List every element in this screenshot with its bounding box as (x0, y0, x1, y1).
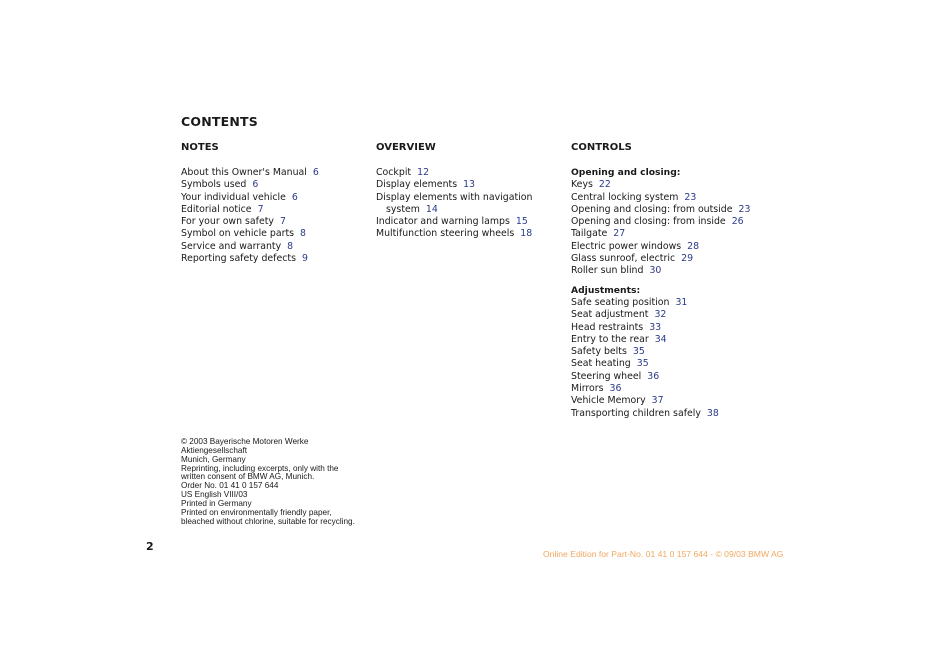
toc-entry-label: Multifunction steering wheels (376, 228, 515, 240)
toc-page-number[interactable]: 22 (598, 179, 611, 191)
imprint (181, 438, 441, 526)
imprint-line: Printed on environmentally friendly paper, (181, 507, 332, 517)
toc-entry-label: About this Owner's Manual (181, 167, 307, 178)
toc-entry-label: Seat adjustment (571, 309, 649, 321)
toc-entry[interactable] (571, 395, 791, 407)
toc-entry[interactable] (571, 383, 791, 395)
toc-entry[interactable] (181, 228, 371, 240)
toc-entry[interactable] (571, 216, 791, 228)
imprint-line: Munich, Germany (181, 454, 246, 464)
toc-entry-label: Opening and closing: from outside (571, 203, 733, 215)
toc-entry[interactable] (571, 297, 791, 309)
toc-page-number[interactable]: 14 (425, 203, 438, 215)
toc-page-number[interactable]: 12 (417, 167, 430, 178)
notes-list (181, 167, 371, 265)
toc-entry-label: Editorial notice (181, 203, 252, 215)
toc-entry[interactable] (571, 346, 791, 358)
toc-page-number[interactable]: 18 (520, 228, 533, 240)
adjustments-list (571, 297, 791, 420)
toc-entry-label: Vehicle Memory (571, 395, 646, 407)
toc-entry-label: Seat heating (571, 358, 631, 370)
toc-page-number[interactable]: 36 (647, 370, 660, 382)
toc-page-number[interactable]: 15 (515, 216, 528, 228)
toc-entry-label: Your individual vehicle (181, 191, 286, 203)
toc-entry[interactable] (571, 253, 791, 265)
toc-entry[interactable] (571, 371, 791, 383)
toc-entry[interactable] (181, 167, 371, 179)
page-title: CONTENTS (181, 114, 258, 129)
imprint-line: © 2003 Bayerische Motoren Werke (181, 437, 309, 446)
toc-page-number[interactable]: 32 (654, 309, 667, 321)
toc-entry[interactable] (571, 408, 791, 420)
toc-entry-label: Transporting children safely (571, 407, 701, 419)
toc-entry-label: Steering wheel (571, 370, 642, 382)
toc-page-number[interactable]: 38 (706, 407, 719, 419)
controls-heading: CONTROLS (571, 142, 632, 153)
toc-entry[interactable] (181, 204, 371, 216)
controls-column (571, 142, 791, 420)
toc-entry[interactable] (571, 309, 791, 321)
toc-entry-label-continued: system (386, 203, 420, 215)
toc-entry[interactable] (571, 192, 791, 204)
toc-entry[interactable] (571, 358, 791, 370)
imprint-line: Reprinting, including excerpts, only with the (181, 463, 339, 473)
overview-column (376, 142, 566, 241)
opening-closing-list (571, 179, 791, 277)
toc-entry[interactable] (571, 228, 791, 240)
toc-page-number[interactable]: 33 (649, 321, 662, 333)
toc-page-number[interactable]: 29 (681, 253, 694, 265)
toc-entry-label: Head restraints (571, 321, 644, 333)
toc-page-number[interactable]: 27 (613, 228, 626, 240)
toc-page-number[interactable]: 6 (291, 191, 298, 203)
toc-entry[interactable] (376, 216, 566, 228)
notes-column (181, 142, 371, 265)
toc-entry[interactable] (571, 179, 791, 191)
toc-page-number[interactable]: 13 (463, 179, 476, 191)
imprint-line: written consent of BMW AG, Munich. (181, 472, 315, 482)
toc-page-number[interactable]: 8 (287, 240, 294, 252)
toc-entry-label: Tailgate (571, 228, 608, 240)
toc-entry-label: Central locking system (571, 191, 679, 203)
toc-page-number[interactable]: 6 (252, 179, 259, 191)
toc-entry-label: For your own safety (181, 216, 274, 228)
imprint-line: Order No. 01 41 0 157 644 (181, 481, 279, 491)
toc-entry-label: Symbol on vehicle parts (181, 228, 295, 240)
toc-entry[interactable] (571, 322, 791, 334)
toc-page-number[interactable]: 30 (649, 265, 662, 277)
toc-entry-label: Symbols used (181, 179, 247, 191)
toc-page-number[interactable]: 37 (651, 395, 664, 407)
notes-heading: NOTES (181, 142, 219, 153)
toc-page-number[interactable]: 31 (675, 296, 688, 308)
toc-entry-label: Reporting safety defects (181, 253, 296, 265)
toc-page-number[interactable]: 28 (687, 240, 700, 252)
toc-entry-label: Safety belts (571, 346, 627, 358)
toc-page-number[interactable]: 6 (312, 167, 319, 178)
toc-page-number[interactable]: 35 (632, 346, 645, 358)
toc-entry-label: Safe seating position (571, 296, 670, 308)
toc-entry-label: Service and warranty (181, 240, 282, 252)
toc-entry[interactable] (376, 179, 566, 191)
imprint-line: US English VIII/03 (181, 490, 248, 500)
toc-entry-label: Indicator and warning lamps (376, 216, 510, 228)
toc-page-number[interactable]: 7 (257, 203, 264, 215)
imprint-line: Printed in Germany (181, 498, 252, 508)
toc-entry-label: Mirrors (571, 383, 604, 395)
toc-entry[interactable] (181, 241, 371, 253)
toc-entry[interactable] (376, 167, 566, 179)
toc-entry[interactable] (571, 334, 791, 346)
toc-entry-label: Display elements with navigation (376, 191, 533, 203)
imprint-line: Aktiengesellschaft (181, 445, 247, 455)
footer-edition-note: Online Edition for Part-No. 01 41 0 157 644 - © 09/03 BMW AG (543, 549, 784, 559)
toc-entry[interactable] (571, 204, 791, 216)
toc-entry[interactable] (181, 253, 371, 265)
toc-page-number[interactable]: 23 (738, 203, 751, 215)
toc-entry[interactable] (181, 192, 371, 204)
toc-entry-label: Display elements (376, 179, 458, 191)
toc-entry[interactable] (181, 216, 371, 228)
overview-heading: OVERVIEW (376, 142, 436, 153)
toc-page-number[interactable]: 26 (731, 216, 744, 228)
toc-entry[interactable] (571, 265, 791, 277)
toc-page-number[interactable]: 8 (300, 228, 307, 240)
page-number: 2 (146, 540, 154, 553)
toc-entry[interactable] (376, 192, 566, 217)
toc-entry-label: Entry to the rear (571, 333, 649, 345)
overview-list (376, 167, 566, 241)
toc-entry[interactable] (181, 179, 371, 191)
toc-entry-label: Electric power windows (571, 240, 682, 252)
toc-entry-label: Opening and closing: from inside (571, 216, 726, 228)
opening-closing-subheading: Opening and closing: (571, 167, 681, 178)
adjustments-subheading: Adjustments: (571, 284, 641, 296)
toc-page-number[interactable]: 7 (279, 216, 286, 228)
toc-page-number[interactable]: 9 (301, 253, 308, 265)
toc-entry-label: Cockpit (376, 167, 412, 178)
toc-page-number[interactable]: 34 (654, 333, 667, 345)
toc-page-number[interactable]: 35 (636, 358, 649, 370)
imprint-line: bleached without chlorine, suitable for recycling. (181, 516, 355, 526)
toc-entry-label: Keys (571, 179, 593, 191)
toc-page-number[interactable]: 36 (609, 383, 622, 395)
toc-entry-label: Glass sunroof, electric (571, 253, 676, 265)
toc-page-number[interactable]: 23 (684, 191, 697, 203)
toc-entry[interactable] (376, 228, 566, 240)
toc-entry-label: Roller sun blind (571, 265, 644, 277)
toc-entry[interactable] (571, 241, 791, 253)
